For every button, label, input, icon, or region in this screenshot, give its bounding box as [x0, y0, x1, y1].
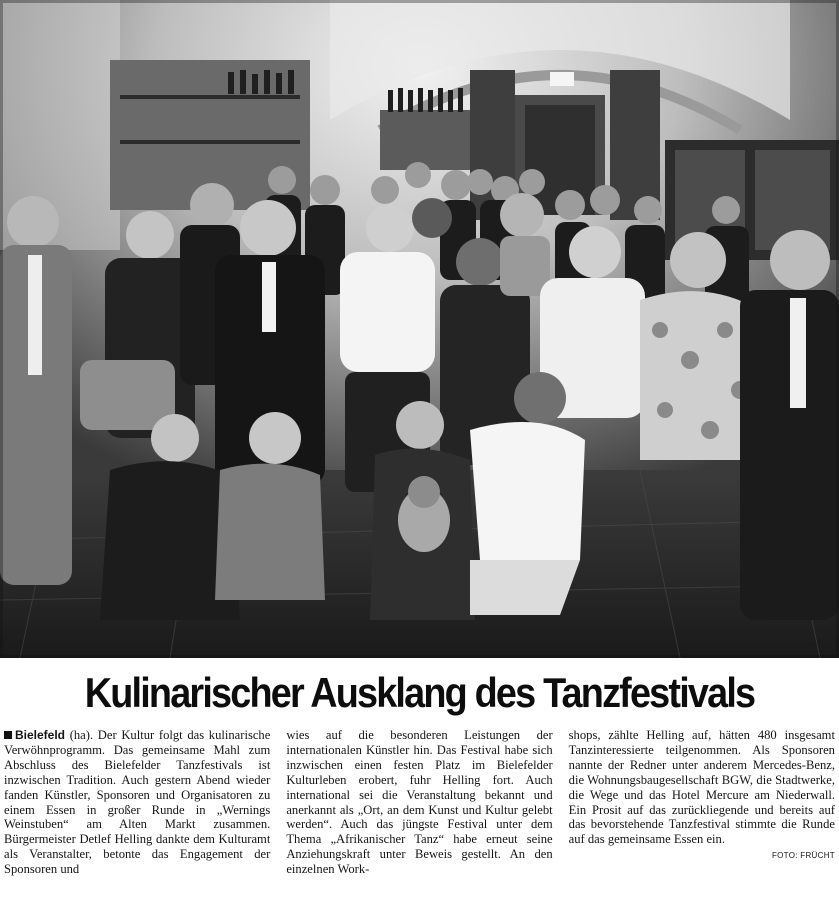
article-body [4, 728, 835, 896]
article-column-3 [569, 728, 835, 896]
column-2-text: wies auf die besonderen Leistungen der internationalen Künstler hin. Das Festival habe sich inzwischen einen festen Platz im Bielefelder Kulturleben erobert, fuhr Helling fort. Auch international sei die Veranstaltung bekannt und anerkannt als „Ort, an dem Kunst und Kultur gelebt werden“. Auch das jüngste Festival unter dem Thema „Afrikanischer Tanz“ habe erneut seine Anziehungskraft unter Beweis gestellt. An den einzelnen Work- [286, 728, 553, 877]
headline: Kulinarischer Ausklang des Tanzfestivals [84, 669, 755, 716]
article-column-2 [286, 728, 552, 896]
column-3-text: shops, zählte Helling auf, hätten 480 insgesamt Tanzinteressierte teilgenommen. Als Sponsoren nannte der Redner unter anderem Mercedes-Benz, die Wohnungsbaugesellschaft BGW, die Stadtwerke, die Wege und das Hotel Mercure am Niederwall. Ein Prosit auf das zurückliegende und bereits auf das bevorstehende Tanzfestival stimmte die Runde auf das gemeinsame Essen ein. [568, 728, 835, 847]
photo-credit: FOTO: FRÜCHT [771, 851, 835, 861]
dateline-city: Bielefeld [15, 728, 66, 742]
dateline-square-icon [4, 731, 12, 739]
column-1-text: (ha). Der Kultur folgt das kulinarische Verwöhnprogramm. Das gemeinsame Mahl zum Abschluss des Bielefelder Tanzfestivals ist inzwischen Tradition. Auch gestern Abend wieder fanden Künstler, Sponsoren und Organisatoren zu einem Essen in großer Runde in „Wernings Weinstuben“ am Alten Markt zusammen. Bürgermeister Detlef Helling dankte dem Kulturamt als Veranstalter, betonte das Engagement der Sponsoren und [4, 728, 271, 877]
article-column-1 [4, 728, 270, 896]
